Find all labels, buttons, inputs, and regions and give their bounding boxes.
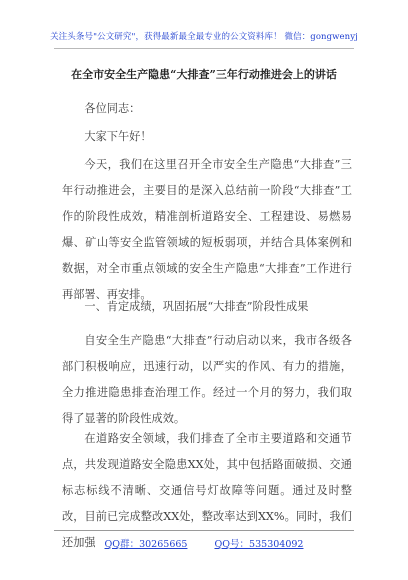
salutation-block: 各位同志：	[84, 102, 141, 115]
body-paragraph-3: 在道路安全领域，我们排查了全市主要道路和交通节点，共发现道路安全隐患XX处，其中包括路面破损、交通标志标线不清晰、交通信号灯故障等问题。通过及时整改，目前已完成整改XX处，整改率达到XX%。同时，我们还加强	[62, 432, 352, 549]
footer-divider	[54, 530, 354, 531]
body-paragraph-2: 自安全生产隐患“大排查”行动启动以来，我市各级各部门积极响应，迅速行动，以严实的作风、有力的措施，全力推进隐患排查治理工作。经过一个月的努力，我们取得了显著的阶段性成效。	[62, 334, 352, 425]
qq-number-link[interactable]: QQ号：535304092	[214, 539, 304, 550]
body-paragraph-1: 今天，我们在这里召开全市安全生产隐患“大排查”三年行动推进会，主要目的是深入总结前一阶段“大排查”工作的阶段性成效，精准剖析道路安全、工程建设、易燃易爆、矿山等安全监管领域的短板弱项，并结合具体案例和数据，对全市重点领域的安全生产隐患“大排查”工作进行再部署、再安排。	[62, 158, 352, 301]
section-heading-1: 一、肯定成绩，巩固拓展“大排查”阶段性成果	[84, 300, 309, 313]
header-divider	[54, 48, 354, 49]
header-note: 关注头条号"公文研究"，获得最新最全最专业的公文资料库！ 微信：gongwenyj	[50, 32, 358, 42]
qq-group-link[interactable]: QQ群：30265665	[104, 539, 188, 550]
footer-contact	[0, 536, 408, 550]
greeting-paragraph: 大家下午好！	[84, 130, 152, 143]
document-title: 在全市安全生产隐患“大排查”三年行动推进会上的讲话	[71, 68, 337, 81]
